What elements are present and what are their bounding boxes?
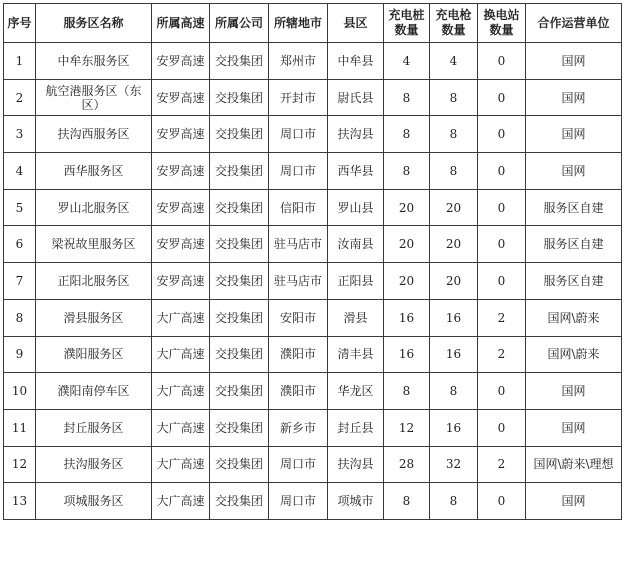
highway-cell: 安罗高速 — [152, 189, 210, 226]
city-cell: 安阳市 — [269, 299, 328, 336]
gun-count-cell: 8 — [430, 373, 478, 410]
company-cell: 交投集团 — [210, 43, 269, 80]
table-row — [4, 226, 622, 263]
county-cell: 中牟县 — [328, 43, 384, 80]
table-row — [4, 263, 622, 300]
gun-count-cell: 8 — [430, 153, 478, 190]
charger-count-cell: 20 — [384, 263, 430, 300]
service-area-cell: 航空港服务区（东区） — [36, 79, 152, 116]
charger-count-cell: 28 — [384, 446, 430, 483]
header-operator: 合作运营单位 — [526, 4, 622, 43]
county-cell: 滑县 — [328, 299, 384, 336]
gun-count-cell: 16 — [430, 336, 478, 373]
highway-cell: 大广高速 — [152, 299, 210, 336]
county-cell: 正阳县 — [328, 263, 384, 300]
city-cell: 驻马店市 — [269, 263, 328, 300]
index-cell: 9 — [4, 336, 36, 373]
header-index: 序号 — [4, 4, 36, 43]
gun-count-cell: 4 — [430, 43, 478, 80]
highway-cell: 大广高速 — [152, 409, 210, 446]
city-cell: 周口市 — [269, 116, 328, 153]
county-cell: 清丰县 — [328, 336, 384, 373]
service-area-cell: 扶沟西服务区 — [36, 116, 152, 153]
index-cell: 11 — [4, 409, 36, 446]
table-row — [4, 336, 622, 373]
operator-cell: 国网 — [526, 43, 622, 80]
gun-count-cell: 16 — [430, 409, 478, 446]
company-cell: 交投集团 — [210, 446, 269, 483]
service-area-cell: 滑县服务区 — [36, 299, 152, 336]
index-cell: 12 — [4, 446, 36, 483]
service-area-cell: 中牟东服务区 — [36, 43, 152, 80]
header-city: 所辖地市 — [269, 4, 328, 43]
header-swap-station-count: 换电站数量 — [478, 4, 526, 43]
header-county: 县区 — [328, 4, 384, 43]
service-area-cell: 西华服务区 — [36, 153, 152, 190]
index-cell: 8 — [4, 299, 36, 336]
swap-station-count-cell: 0 — [478, 226, 526, 263]
gun-count-cell: 8 — [430, 116, 478, 153]
table-row — [4, 483, 622, 520]
swap-station-count-cell: 0 — [478, 79, 526, 116]
company-cell: 交投集团 — [210, 226, 269, 263]
header-company: 所属公司 — [210, 4, 269, 43]
operator-cell: 国网 — [526, 409, 622, 446]
service-area-cell: 正阳北服务区 — [36, 263, 152, 300]
highway-cell: 安罗高速 — [152, 263, 210, 300]
table-row — [4, 79, 622, 116]
charger-count-cell: 20 — [384, 189, 430, 226]
operator-cell: 国网\蔚来\理想 — [526, 446, 622, 483]
swap-station-count-cell: 0 — [478, 409, 526, 446]
gun-count-cell: 8 — [430, 483, 478, 520]
swap-station-count-cell: 0 — [478, 189, 526, 226]
county-cell: 项城市 — [328, 483, 384, 520]
operator-cell: 国网\蔚来 — [526, 336, 622, 373]
highway-cell: 大广高速 — [152, 446, 210, 483]
city-cell: 新乡市 — [269, 409, 328, 446]
company-cell: 交投集团 — [210, 189, 269, 226]
charger-count-cell: 20 — [384, 226, 430, 263]
service-area-cell: 封丘服务区 — [36, 409, 152, 446]
operator-cell: 国网 — [526, 79, 622, 116]
county-cell: 汝南县 — [328, 226, 384, 263]
highway-cell: 安罗高速 — [152, 79, 210, 116]
highway-cell: 安罗高速 — [152, 153, 210, 190]
swap-station-count-cell: 0 — [478, 373, 526, 410]
service-area-cell: 梁祝故里服务区 — [36, 226, 152, 263]
charger-count-cell: 16 — [384, 299, 430, 336]
company-cell: 交投集团 — [210, 409, 269, 446]
header-row — [4, 4, 622, 43]
city-cell: 驻马店市 — [269, 226, 328, 263]
city-cell: 周口市 — [269, 446, 328, 483]
company-cell: 交投集团 — [210, 336, 269, 373]
city-cell: 濮阳市 — [269, 336, 328, 373]
service-area-cell: 扶沟服务区 — [36, 446, 152, 483]
index-cell: 3 — [4, 116, 36, 153]
county-cell: 华龙区 — [328, 373, 384, 410]
operator-cell: 服务区自建 — [526, 189, 622, 226]
table-row — [4, 299, 622, 336]
operator-cell: 服务区自建 — [526, 226, 622, 263]
swap-station-count-cell: 0 — [478, 483, 526, 520]
charger-count-cell: 8 — [384, 79, 430, 116]
operator-cell: 国网 — [526, 153, 622, 190]
company-cell: 交投集团 — [210, 79, 269, 116]
city-cell: 信阳市 — [269, 189, 328, 226]
operator-cell: 服务区自建 — [526, 263, 622, 300]
gun-count-cell: 32 — [430, 446, 478, 483]
gun-count-cell: 16 — [430, 299, 478, 336]
index-cell: 10 — [4, 373, 36, 410]
table-row — [4, 153, 622, 190]
county-cell: 扶沟县 — [328, 116, 384, 153]
swap-station-count-cell: 0 — [478, 43, 526, 80]
charger-count-cell: 8 — [384, 153, 430, 190]
index-cell: 13 — [4, 483, 36, 520]
table-row — [4, 189, 622, 226]
charger-count-cell: 8 — [384, 373, 430, 410]
gun-count-cell: 20 — [430, 263, 478, 300]
county-cell: 封丘县 — [328, 409, 384, 446]
county-cell: 罗山县 — [328, 189, 384, 226]
service-area-cell: 濮阳南停车区 — [36, 373, 152, 410]
header-highway: 所属高速 — [152, 4, 210, 43]
index-cell: 6 — [4, 226, 36, 263]
index-cell: 1 — [4, 43, 36, 80]
highway-cell: 大广高速 — [152, 483, 210, 520]
swap-station-count-cell: 2 — [478, 446, 526, 483]
highway-cell: 安罗高速 — [152, 43, 210, 80]
charger-count-cell: 8 — [384, 116, 430, 153]
service-area-cell: 濮阳服务区 — [36, 336, 152, 373]
swap-station-count-cell: 0 — [478, 263, 526, 300]
company-cell: 交投集团 — [210, 299, 269, 336]
charger-count-cell: 16 — [384, 336, 430, 373]
swap-station-count-cell: 2 — [478, 299, 526, 336]
header-gun-count: 充电枪数量 — [430, 4, 478, 43]
service-area-cell: 罗山北服务区 — [36, 189, 152, 226]
table-row — [4, 373, 622, 410]
company-cell: 交投集团 — [210, 116, 269, 153]
operator-cell: 国网 — [526, 373, 622, 410]
highway-cell: 大广高速 — [152, 373, 210, 410]
county-cell: 扶沟县 — [328, 446, 384, 483]
swap-station-count-cell: 0 — [478, 153, 526, 190]
company-cell: 交投集团 — [210, 263, 269, 300]
city-cell: 濮阳市 — [269, 373, 328, 410]
table-row — [4, 409, 622, 446]
header-service-area: 服务区名称 — [36, 4, 152, 43]
operator-cell: 国网\蔚来 — [526, 299, 622, 336]
gun-count-cell: 20 — [430, 189, 478, 226]
city-cell: 周口市 — [269, 153, 328, 190]
highway-cell: 安罗高速 — [152, 226, 210, 263]
highway-cell: 安罗高速 — [152, 116, 210, 153]
company-cell: 交投集团 — [210, 373, 269, 410]
operator-cell: 国网 — [526, 483, 622, 520]
service-area-cell: 项城服务区 — [36, 483, 152, 520]
county-cell: 西华县 — [328, 153, 384, 190]
swap-station-count-cell: 0 — [478, 116, 526, 153]
index-cell: 4 — [4, 153, 36, 190]
city-cell: 郑州市 — [269, 43, 328, 80]
index-cell: 2 — [4, 79, 36, 116]
city-cell: 周口市 — [269, 483, 328, 520]
county-cell: 尉氏县 — [328, 79, 384, 116]
highway-cell: 大广高速 — [152, 336, 210, 373]
charger-count-cell: 4 — [384, 43, 430, 80]
city-cell: 开封市 — [269, 79, 328, 116]
charging-stations-table — [3, 3, 622, 520]
charger-count-cell: 12 — [384, 409, 430, 446]
charger-count-cell: 8 — [384, 483, 430, 520]
header-charger-count: 充电桩数量 — [384, 4, 430, 43]
table-row — [4, 116, 622, 153]
gun-count-cell: 20 — [430, 226, 478, 263]
table-body — [4, 43, 622, 520]
company-cell: 交投集团 — [210, 153, 269, 190]
index-cell: 7 — [4, 263, 36, 300]
company-cell: 交投集团 — [210, 483, 269, 520]
index-cell: 5 — [4, 189, 36, 226]
operator-cell: 国网 — [526, 116, 622, 153]
swap-station-count-cell: 2 — [478, 336, 526, 373]
table-row — [4, 43, 622, 80]
table-row — [4, 446, 622, 483]
gun-count-cell: 8 — [430, 79, 478, 116]
